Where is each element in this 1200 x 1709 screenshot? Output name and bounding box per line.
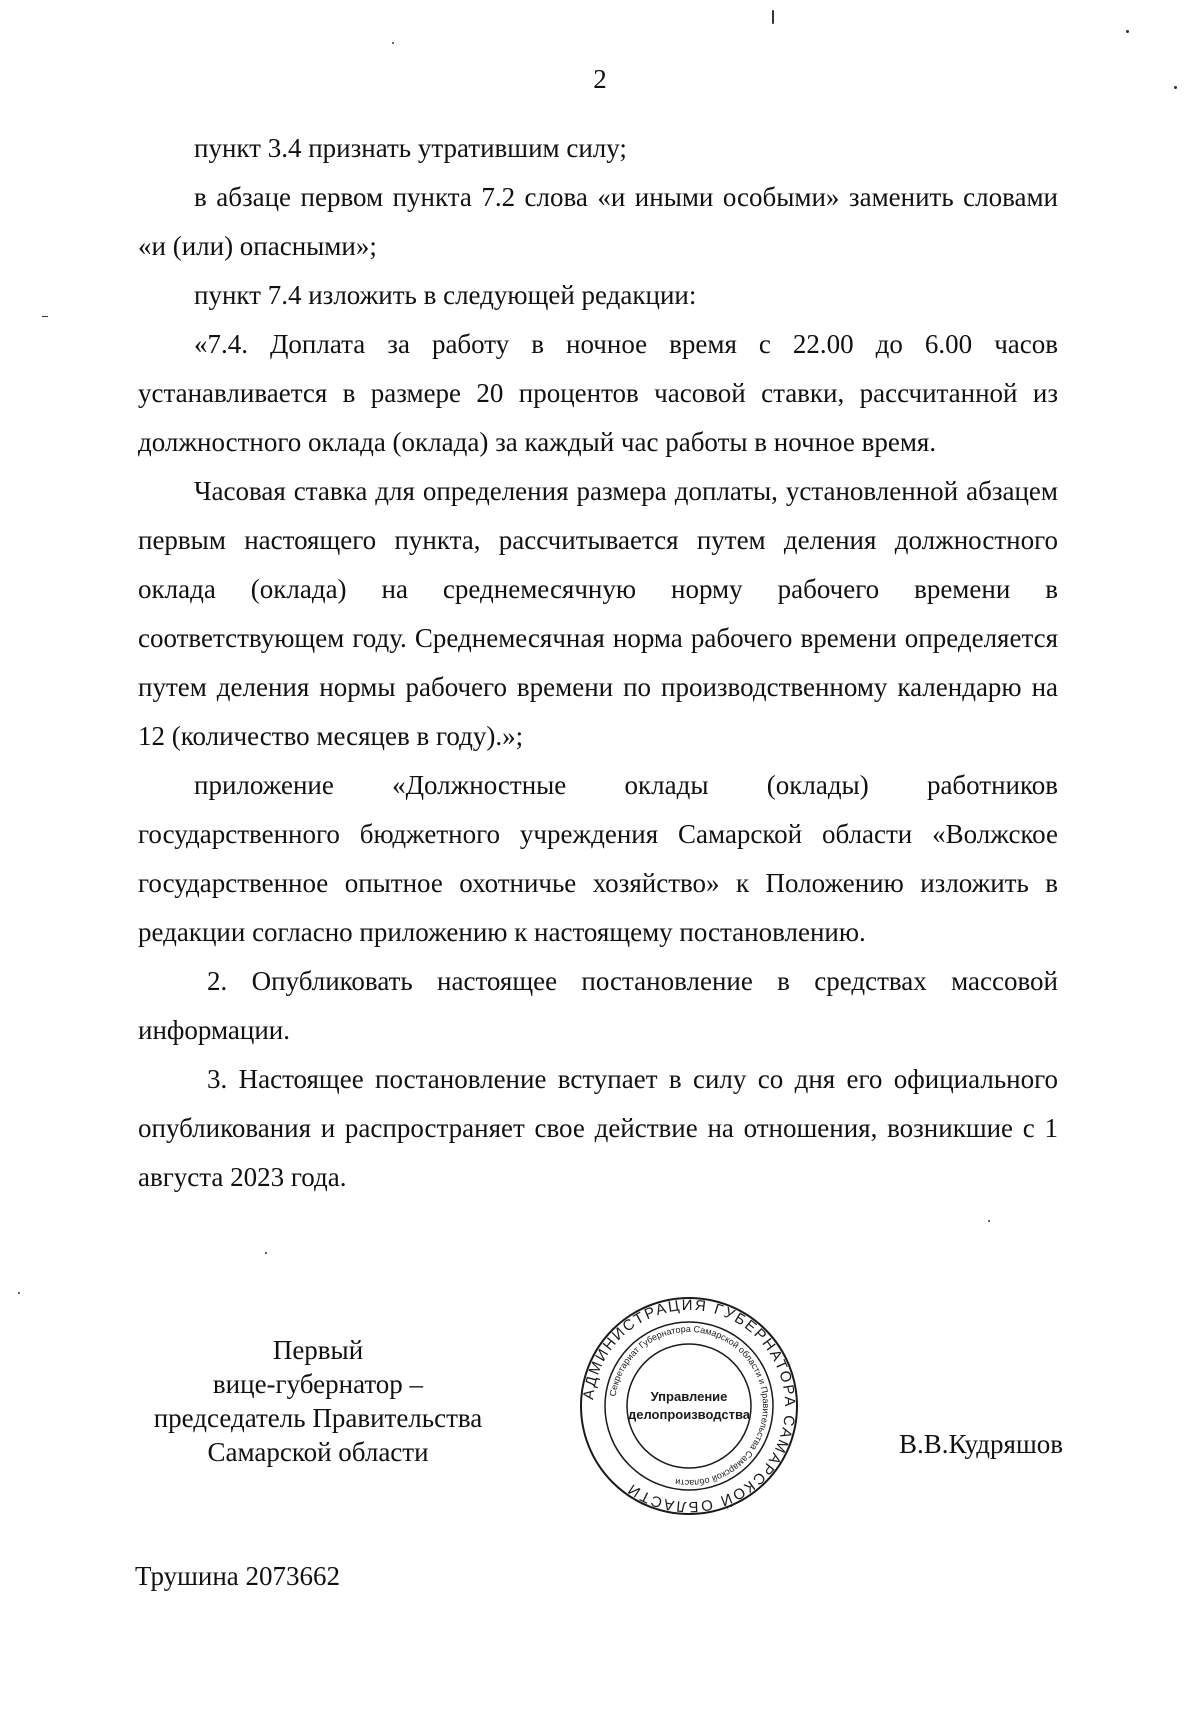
signatory-name: В.В.Кудряшов bbox=[899, 1429, 1063, 1459]
paragraph-effective-date: 3. Настоящее постановление вступает в силу со дня его официального опубликования и распространяет свое действие на отношения, возникшие с 1 августа 2023 года. bbox=[138, 1064, 1058, 1192]
paragraph-publish: 2. Опубликовать настоящее постановление в средствах массовой информации. bbox=[138, 966, 1058, 1045]
stamp-outer-text: АДМИНИСТРАЦИЯ ГУБЕРНАТОРА САМАРСКОЙ ОБЛАСТИ bbox=[580, 1296, 799, 1516]
paragraph-appendix: приложение «Должностные оклады (оклады) работников государственного бюджетного учреждения Самарской области «Волжское государственное опытное охотничье хозяйство» к Положению изложить в редакции согласно приложению к настоящему постановлению. bbox=[138, 770, 1058, 947]
official-seal-stamp bbox=[578, 1295, 800, 1517]
scan-speck bbox=[392, 42, 394, 44]
paragraph-item-7-2: в абзаце первом пункта 7.2 слова «и иными особыми» заменить словами «и (или) опасными»; bbox=[138, 182, 1058, 261]
stamp-center-line: делопроизводства bbox=[627, 1407, 751, 1422]
signatory-line: Самарской области bbox=[207, 1437, 429, 1467]
signatory-line: Первый bbox=[272, 1335, 364, 1365]
scan-speck bbox=[18, 1292, 20, 1294]
signatory-line: вице-губернатор – bbox=[212, 1369, 424, 1399]
signatory-position bbox=[128, 1333, 508, 1469]
stamp-inner-text: Секретариат Губернатора Самарской области и Правительства Самарской области bbox=[607, 1323, 772, 1489]
paragraph-item-3-4: пункт 3.4 признать утратившим силу; bbox=[194, 133, 627, 163]
scan-speck bbox=[42, 316, 48, 317]
document-body bbox=[138, 124, 1058, 1202]
scan-speck bbox=[988, 1220, 990, 1222]
paragraph-item-7-4-text: «7.4. Доплата за работу в ночное время с 22.00 до 6.00 часов устанавливается в размере 20 процентов часовой ставки, рассчитанной из должностного оклада (оклада) за каждый час работы в ночное время. bbox=[138, 329, 1058, 457]
signatory-line: председатель Правительства bbox=[153, 1403, 483, 1433]
page-number: 2 bbox=[593, 64, 607, 94]
paragraph-item-7-4-intro: пункт 7.4 изложить в следующей редакции: bbox=[194, 280, 697, 310]
paragraph-hourly-rate: Часовая ставка для определения размера доплаты, установленной абзацем первым настоящего пункта, рассчитывается путем деления должностного оклада (оклада) на среднемесячную норму рабочего времени в соответствующем году. Среднемесячная норма рабочего времени определяется путем деления нормы рабочего времени по производственному календарю на 12 (количество месяцев в году).»; bbox=[138, 476, 1058, 751]
scan-speck bbox=[1174, 86, 1177, 89]
scan-speck bbox=[1126, 30, 1129, 33]
scan-speck bbox=[265, 1252, 267, 1254]
executor-contact: Трушина 2073662 bbox=[135, 1561, 341, 1591]
scan-speck bbox=[772, 10, 774, 24]
stamp-center-line: Управление bbox=[650, 1389, 728, 1404]
